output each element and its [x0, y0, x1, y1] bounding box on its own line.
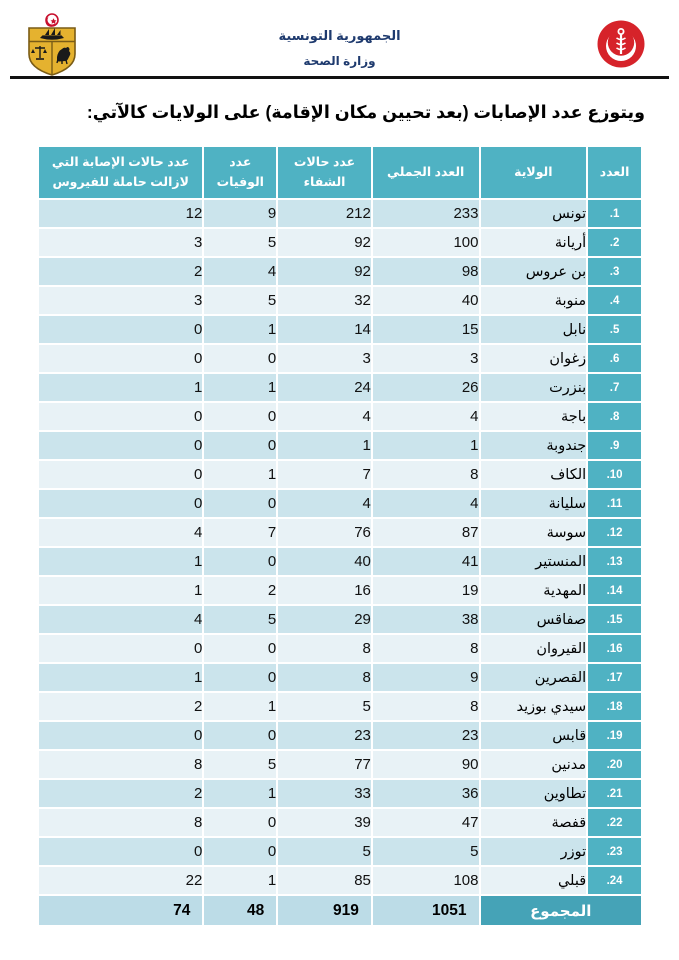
row-index-cell: 2.	[587, 228, 642, 257]
deaths-cell: 1	[203, 866, 277, 895]
active-cases-cell: 0	[38, 489, 203, 518]
governorate-name-cell: جندوبة	[480, 431, 588, 460]
governorate-name-cell: صفاقس	[480, 605, 588, 634]
deaths-cell: 5	[203, 750, 277, 779]
governorate-name-cell: تطاوين	[480, 779, 588, 808]
total-label-cell: المجموع	[480, 895, 643, 926]
governorate-name-cell: القصرين	[480, 663, 588, 692]
governorate-row	[38, 866, 642, 895]
active-cases-cell: 3	[38, 228, 203, 257]
active-cases-cell: 0	[38, 837, 203, 866]
governorate-name-cell: سيدي بوزيد	[480, 692, 588, 721]
total-cases-cell: 41	[372, 547, 480, 576]
deaths-cell: 0	[203, 808, 277, 837]
governorate-row	[38, 837, 642, 866]
deaths-cell: 0	[203, 402, 277, 431]
row-index-cell: 14.	[587, 576, 642, 605]
total-cases-cell: 23	[372, 721, 480, 750]
row-index-cell: 5.	[587, 315, 642, 344]
recovered-cell: 8	[277, 663, 372, 692]
row-index-cell: 22.	[587, 808, 642, 837]
document-title: ويتوزع عدد الإصابات (بعد تحيين مكان الإقامة) على الولايات كالآتي:	[86, 102, 645, 122]
recovered-cell: 77	[277, 750, 372, 779]
governorate-name-cell: سليانة	[480, 489, 588, 518]
row-index-cell: 3.	[587, 257, 642, 286]
recovered-cell: 33	[277, 779, 372, 808]
total-cases-cell: 36	[372, 779, 480, 808]
total-cases-cell: 1	[372, 431, 480, 460]
table-header-row	[38, 146, 642, 199]
active-cases-cell: 0	[38, 402, 203, 431]
active-cases-cell: 1	[38, 663, 203, 692]
total-cases-cell: 87	[372, 518, 480, 547]
active-cases-cell: 0	[38, 460, 203, 489]
grand-total-cases-cell: 1051	[372, 895, 480, 926]
total-cases-cell: 8	[372, 460, 480, 489]
active-cases-cell: 1	[38, 547, 203, 576]
active-cases-cell: 2	[38, 692, 203, 721]
total-cases-cell: 47	[372, 808, 480, 837]
deaths-cell: 7	[203, 518, 277, 547]
governorate-row	[38, 750, 642, 779]
active-cases-cell: 22	[38, 866, 203, 895]
governorate-row	[38, 489, 642, 518]
active-cases-cell: 3	[38, 286, 203, 315]
deaths-cell: 1	[203, 373, 277, 402]
governorate-row	[38, 721, 642, 750]
table-body	[38, 199, 642, 895]
grand-total-deaths-cell: 48	[203, 895, 277, 926]
active-cases-cell: 1	[38, 373, 203, 402]
active-cases-cell: 0	[38, 315, 203, 344]
row-index-cell: 6.	[587, 344, 642, 373]
recovered-cell: 1	[277, 431, 372, 460]
governorate-name-cell: المهدية	[480, 576, 588, 605]
governorate-name-cell: مدنين	[480, 750, 588, 779]
row-index-cell: 11.	[587, 489, 642, 518]
row-index-cell: 18.	[587, 692, 642, 721]
governorate-row	[38, 808, 642, 837]
total-cases-cell: 9	[372, 663, 480, 692]
governorate-name-cell: الكاف	[480, 460, 588, 489]
active-cases-cell: 0	[38, 431, 203, 460]
row-index-cell: 17.	[587, 663, 642, 692]
deaths-cell: 9	[203, 199, 277, 228]
active-cases-cell: 1	[38, 576, 203, 605]
governorate-row	[38, 199, 642, 228]
deaths-cell: 5	[203, 605, 277, 634]
total-cases-cell: 4	[372, 489, 480, 518]
recovered-cell: 92	[277, 257, 372, 286]
header-divider	[10, 76, 669, 79]
governorate-name-cell: توزر	[480, 837, 588, 866]
active-cases-cell: 8	[38, 808, 203, 837]
governorate-row	[38, 605, 642, 634]
total-cases-cell: 233	[372, 199, 480, 228]
governorate-name-cell: باجة	[480, 402, 588, 431]
deaths-cell: 0	[203, 634, 277, 663]
governorate-name-cell: منوبة	[480, 286, 588, 315]
recovered-cell: 212	[277, 199, 372, 228]
deaths-cell: 0	[203, 489, 277, 518]
governorate-row	[38, 518, 642, 547]
governorate-name-cell: القيروان	[480, 634, 588, 663]
recovered-cell: 4	[277, 489, 372, 518]
governorate-name-cell: بن عروس	[480, 257, 588, 286]
governorate-name-cell: تونس	[480, 199, 588, 228]
grand-total-active-cell: 74	[38, 895, 203, 926]
active-cases-cell: 2	[38, 779, 203, 808]
recovered-cell: 76	[277, 518, 372, 547]
recovered-cell: 23	[277, 721, 372, 750]
grand-total-recovered-cell: 919	[277, 895, 372, 926]
column-header-index: العدد	[587, 146, 642, 199]
deaths-cell: 0	[203, 721, 277, 750]
column-header-deaths: عدد الوفيات	[203, 146, 277, 199]
active-cases-cell: 8	[38, 750, 203, 779]
total-cases-cell: 8	[372, 634, 480, 663]
governorate-row	[38, 692, 642, 721]
deaths-cell: 2	[203, 576, 277, 605]
row-index-cell: 1.	[587, 199, 642, 228]
deaths-cell: 1	[203, 315, 277, 344]
total-row	[38, 895, 642, 926]
active-cases-cell: 0	[38, 721, 203, 750]
cases-by-governorate-table	[37, 145, 643, 927]
governorate-name-cell: قفصة	[480, 808, 588, 837]
deaths-cell: 0	[203, 344, 277, 373]
recovered-cell: 24	[277, 373, 372, 402]
row-index-cell: 12.	[587, 518, 642, 547]
deaths-cell: 5	[203, 228, 277, 257]
governorate-row	[38, 402, 642, 431]
governorate-row	[38, 431, 642, 460]
total-cases-cell: 26	[372, 373, 480, 402]
row-index-cell: 24.	[587, 866, 642, 895]
governorate-name-cell: أريانة	[480, 228, 588, 257]
governorate-name-cell: نابل	[480, 315, 588, 344]
active-cases-cell: 4	[38, 518, 203, 547]
total-cases-cell: 98	[372, 257, 480, 286]
recovered-cell: 5	[277, 837, 372, 866]
column-header-active: عدد حالات الإصابة التي لازالت حاملة للفيروس	[38, 146, 203, 199]
governorate-row	[38, 373, 642, 402]
row-index-cell: 8.	[587, 402, 642, 431]
row-index-cell: 13.	[587, 547, 642, 576]
governorate-row	[38, 315, 642, 344]
governorate-row	[38, 663, 642, 692]
total-cases-cell: 5	[372, 837, 480, 866]
recovered-cell: 92	[277, 228, 372, 257]
active-cases-cell: 0	[38, 634, 203, 663]
governorate-row	[38, 257, 642, 286]
column-header-total: العدد الجملي	[372, 146, 480, 199]
republic-title: الجمهورية التونسية	[278, 28, 401, 43]
active-cases-cell: 2	[38, 257, 203, 286]
total-cases-cell: 40	[372, 286, 480, 315]
row-index-cell: 10.	[587, 460, 642, 489]
recovered-cell: 39	[277, 808, 372, 837]
governorate-row	[38, 634, 642, 663]
governorate-row	[38, 286, 642, 315]
recovered-cell: 85	[277, 866, 372, 895]
row-index-cell: 20.	[587, 750, 642, 779]
total-cases-cell: 4	[372, 402, 480, 431]
recovered-cell: 29	[277, 605, 372, 634]
row-index-cell: 7.	[587, 373, 642, 402]
recovered-cell: 5	[277, 692, 372, 721]
governorate-name-cell: زغوان	[480, 344, 588, 373]
deaths-cell: 0	[203, 431, 277, 460]
total-cases-cell: 108	[372, 866, 480, 895]
total-cases-cell: 8	[372, 692, 480, 721]
active-cases-cell: 12	[38, 199, 203, 228]
deaths-cell: 1	[203, 779, 277, 808]
deaths-cell: 5	[203, 286, 277, 315]
recovered-cell: 3	[277, 344, 372, 373]
recovered-cell: 7	[277, 460, 372, 489]
governorate-name-cell: سوسة	[480, 518, 588, 547]
row-index-cell: 15.	[587, 605, 642, 634]
row-index-cell: 19.	[587, 721, 642, 750]
row-index-cell: 16.	[587, 634, 642, 663]
row-index-cell: 21.	[587, 779, 642, 808]
governorate-row	[38, 344, 642, 373]
governorate-row	[38, 228, 642, 257]
governorate-row	[38, 576, 642, 605]
deaths-cell: 0	[203, 837, 277, 866]
governorate-name-cell: المنستير	[480, 547, 588, 576]
governorate-name-cell: قبلي	[480, 866, 588, 895]
deaths-cell: 4	[203, 257, 277, 286]
column-header-governorate: الولاية	[480, 146, 588, 199]
recovered-cell: 16	[277, 576, 372, 605]
column-header-recovered: عدد حالات الشفاء	[277, 146, 372, 199]
governorate-row	[38, 547, 642, 576]
total-cases-cell: 100	[372, 228, 480, 257]
total-cases-cell: 19	[372, 576, 480, 605]
recovered-cell: 4	[277, 402, 372, 431]
total-cases-cell: 90	[372, 750, 480, 779]
deaths-cell: 1	[203, 460, 277, 489]
row-index-cell: 4.	[587, 286, 642, 315]
ministry-of-health-logo-icon	[595, 18, 647, 70]
total-cases-cell: 38	[372, 605, 480, 634]
active-cases-cell: 4	[38, 605, 203, 634]
row-index-cell: 23.	[587, 837, 642, 866]
letterhead-text	[0, 28, 679, 68]
governorate-name-cell: قابس	[480, 721, 588, 750]
total-cases-cell: 3	[372, 344, 480, 373]
recovered-cell: 14	[277, 315, 372, 344]
active-cases-cell: 0	[38, 344, 203, 373]
row-index-cell: 9.	[587, 431, 642, 460]
recovered-cell: 40	[277, 547, 372, 576]
deaths-cell: 0	[203, 547, 277, 576]
deaths-cell: 0	[203, 663, 277, 692]
total-cases-cell: 15	[372, 315, 480, 344]
recovered-cell: 32	[277, 286, 372, 315]
governorate-row	[38, 460, 642, 489]
deaths-cell: 1	[203, 692, 277, 721]
governorate-row	[38, 779, 642, 808]
governorate-name-cell: بنزرت	[480, 373, 588, 402]
ministry-title: وزارة الصحة	[303, 54, 376, 68]
recovered-cell: 8	[277, 634, 372, 663]
